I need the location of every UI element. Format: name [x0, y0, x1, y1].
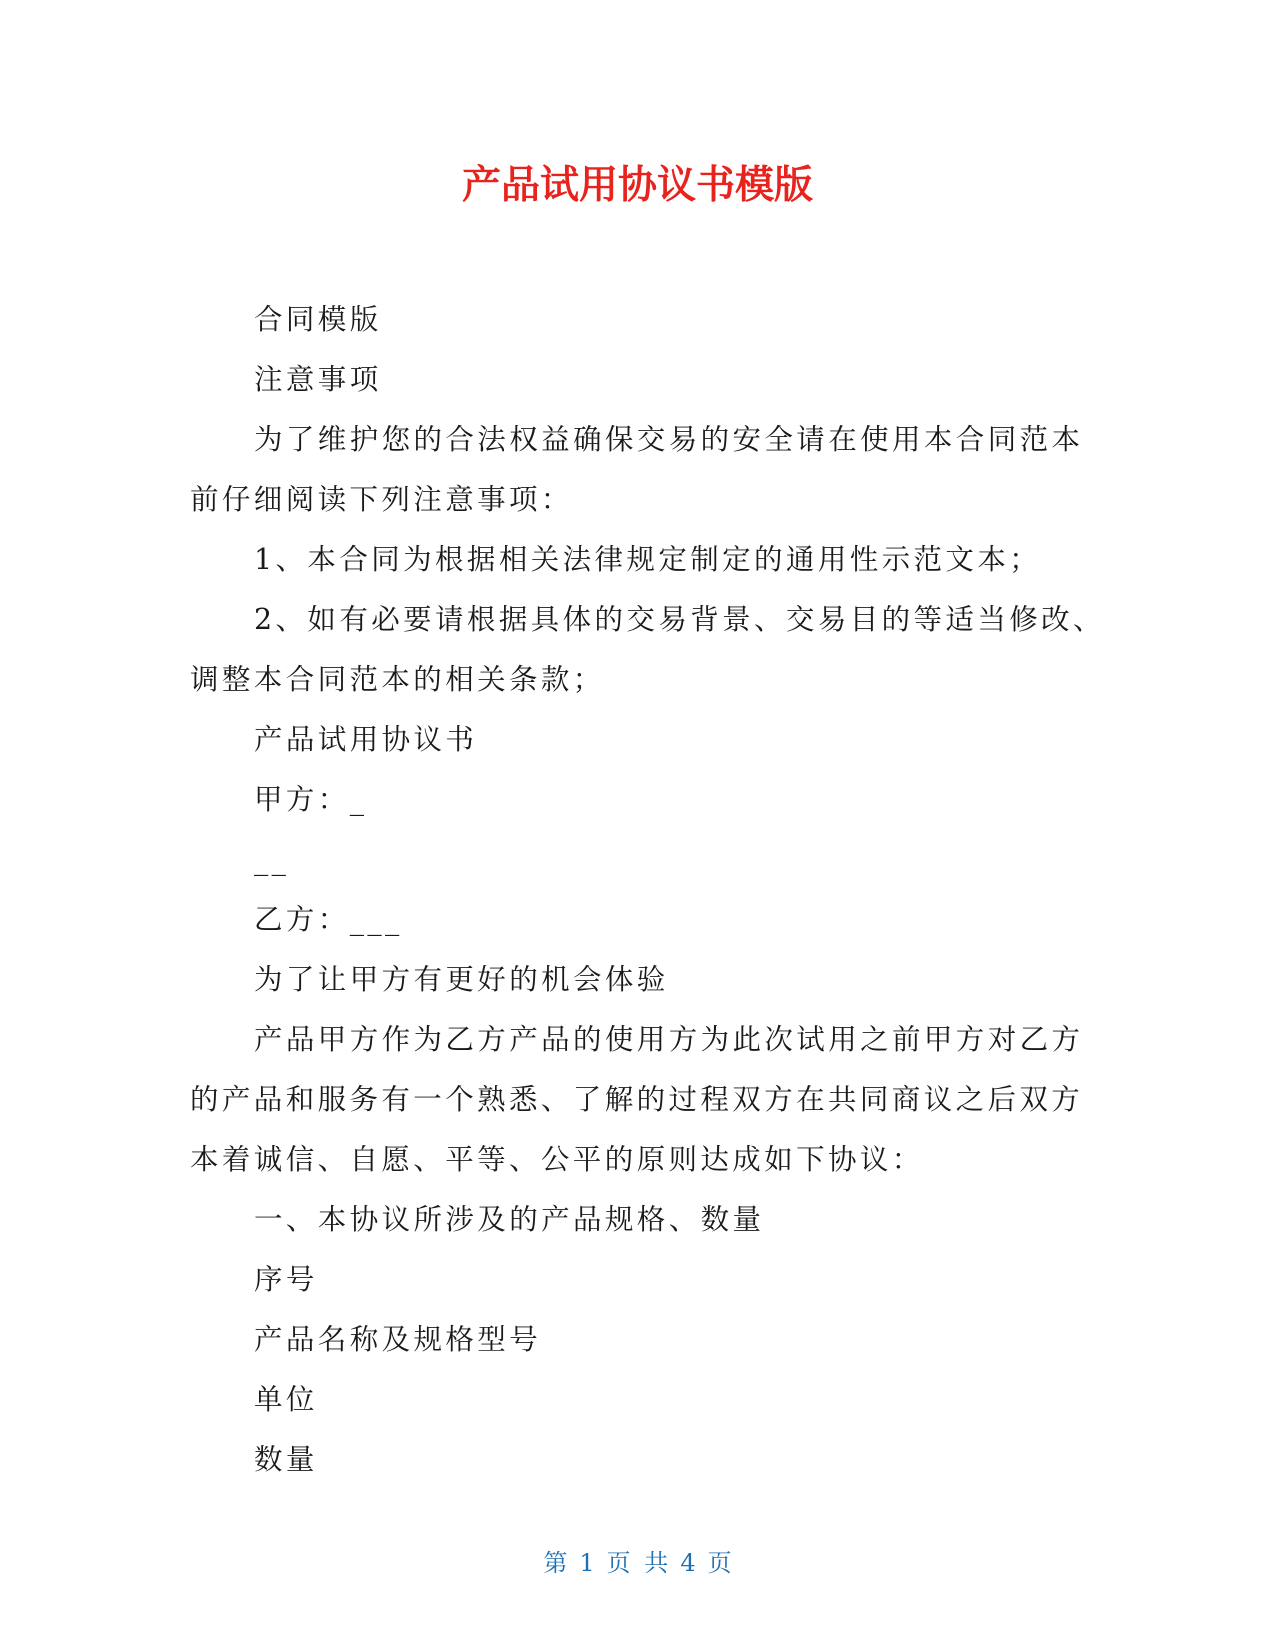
paragraph-line: 为了维护您的合法权益确保交易的安全请在使用本合同范本: [254, 423, 1084, 456]
paragraph-line: 本着诚信、自愿、平等、公平的原则达成如下协议：: [190, 1143, 924, 1176]
agreement-heading: 产品试用协议书: [254, 723, 478, 756]
page-footer: [0, 1548, 1275, 1578]
footer-mid: 页 共: [606, 1549, 669, 1577]
table-header-product-name: 产品名称及规格型号: [254, 1323, 542, 1356]
paragraph-line: 产品甲方作为乙方产品的使用方为此次试用之前甲方对乙方: [254, 1023, 1084, 1056]
paragraph-line: 的产品和服务有一个熟悉、了解的过程双方在共同商议之后双方: [190, 1083, 1084, 1116]
footer-suffix: 页: [707, 1549, 732, 1577]
section-heading-1: 一、本协议所涉及的产品规格、数量: [254, 1203, 765, 1236]
paragraph-line: 为了让甲方有更好的机会体验: [254, 963, 669, 996]
party-b-field: 乙方：___: [254, 903, 403, 936]
notice-item-2: 2、如有必要请根据具体的交易背景、交易目的等适当修改、: [254, 603, 1105, 636]
notice-item-1: 1、本合同为根据相关法律规定制定的通用性示范文本；: [254, 543, 1042, 576]
page-number: 1: [579, 1549, 595, 1577]
document-title: 产品试用协议书模版: [461, 163, 813, 208]
table-header-serial: 序号: [254, 1263, 318, 1296]
total-pages: 4: [680, 1549, 696, 1577]
heading-notice: 注意事项: [254, 363, 382, 396]
table-header-unit: 单位: [254, 1383, 318, 1416]
party-a-blank: __: [254, 843, 290, 876]
table-header-quantity: 数量: [254, 1443, 318, 1476]
paragraph-line: 前仔细阅读下列注意事项：: [190, 483, 573, 516]
paragraph-line: 调整本合同范本的相关条款；: [190, 663, 605, 696]
footer-prefix: 第: [543, 1549, 568, 1577]
party-a-field: 甲方：_: [254, 783, 368, 816]
heading-contract-template: 合同模版: [254, 303, 382, 336]
